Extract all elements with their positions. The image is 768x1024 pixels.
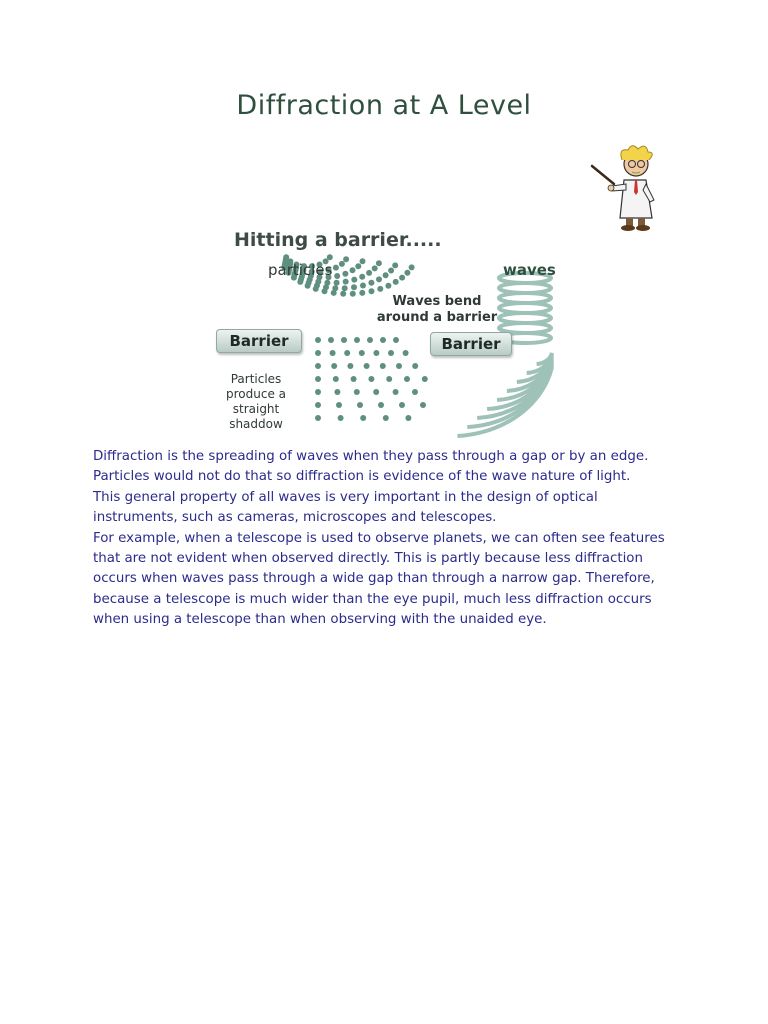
page-title: Diffraction at A Level	[236, 90, 532, 121]
particle-dot	[409, 264, 415, 270]
particle-dot	[393, 389, 399, 395]
particle-dot	[396, 363, 402, 369]
paragraph-optical-instruments: This general property of all waves is very important in the design of optical instruments, such as cameras, microscopes and telescopes.	[93, 489, 598, 526]
particle-dot	[357, 402, 363, 408]
particle-dot	[351, 284, 357, 290]
particle-dot	[360, 258, 366, 264]
barrier-left: Barrier	[216, 329, 302, 353]
particle-dot	[373, 350, 379, 356]
particle-dot	[399, 275, 405, 281]
particle-dot	[313, 286, 319, 292]
particle-dot	[328, 337, 334, 343]
particle-dot	[343, 279, 349, 285]
particle-dot	[383, 415, 389, 421]
particle-dot	[412, 389, 418, 395]
particle-dot	[378, 402, 384, 408]
particle-dot	[405, 415, 411, 421]
particle-dot	[334, 273, 340, 279]
particle-dot	[338, 415, 344, 421]
particle-dot	[347, 363, 353, 369]
particle-dot	[315, 415, 321, 421]
waves-bend-label: Waves bend around a barrier	[376, 294, 498, 325]
particle-dot	[399, 402, 405, 408]
particle-dot	[342, 271, 348, 277]
particle-dot	[368, 376, 374, 382]
particle-dot	[333, 376, 339, 382]
particle-dot	[355, 263, 361, 269]
particle-dot	[359, 290, 365, 296]
particle-dot	[331, 363, 337, 369]
particle-dot	[383, 272, 389, 278]
particle-dot	[351, 277, 357, 283]
particle-dot	[403, 350, 409, 356]
particle-dot	[297, 279, 303, 285]
particle-dot	[354, 389, 360, 395]
particle-dot	[322, 288, 328, 294]
barrier-right: Barrier	[430, 332, 512, 356]
paragraph-telescope-example: For example, when a telescope is used to observe planets, we can often see features that are not evident when observed directly. This is partly because less diffraction occurs when waves pass through a wide gap than through a narrow gap. Therefore, because a telescope is much wider than the eye pupil, much less diffraction occurs when using a telescope than when observing with the unaided eye.	[93, 530, 665, 628]
particle-dot	[350, 267, 356, 273]
particle-dot	[412, 363, 418, 369]
paragraph-definition: Diffraction is the spreading of waves when they pass through a gap or by an edge. Particles would not do that so diffraction is evidence of the wave nature of light.	[93, 449, 649, 485]
particle-dot	[386, 376, 392, 382]
particle-dot	[380, 363, 386, 369]
particle-dot	[340, 291, 346, 297]
particle-dot	[333, 265, 339, 271]
particle-dot	[331, 290, 337, 296]
particle-dot	[388, 350, 394, 356]
particle-dot	[388, 268, 394, 274]
particle-dot	[364, 363, 370, 369]
particle-dot	[373, 389, 379, 395]
particle-dot	[422, 376, 428, 382]
particle-dot	[376, 260, 382, 266]
particle-dot	[344, 350, 350, 356]
particle-dot	[359, 350, 365, 356]
particle-dot	[315, 389, 321, 395]
particles-label: particles	[268, 261, 333, 279]
particle-dot	[343, 256, 349, 262]
particle-dot	[315, 376, 321, 382]
particle-dot	[339, 261, 345, 267]
particle-dot	[393, 279, 399, 285]
particle-dot	[354, 337, 360, 343]
particle-dot	[351, 376, 357, 382]
body-text	[93, 447, 668, 631]
particle-dot	[305, 283, 311, 289]
particle-dot	[315, 363, 321, 369]
particle-dot	[359, 274, 365, 280]
particle-dot	[404, 376, 410, 382]
particle-dot	[404, 270, 410, 276]
particle-dot	[334, 280, 340, 286]
particle-dot	[368, 280, 374, 286]
particle-dot	[380, 337, 386, 343]
particle-dot	[366, 270, 372, 276]
particle-dot	[350, 291, 356, 297]
professor-pointer-illustration	[588, 140, 680, 232]
particle-dot	[315, 402, 321, 408]
particle-dot	[385, 283, 391, 289]
particle-dot	[360, 415, 366, 421]
particle-dot	[377, 286, 383, 292]
particle-dot	[334, 389, 340, 395]
particle-dot	[367, 337, 373, 343]
particle-dot	[420, 402, 426, 408]
particle-dot	[393, 337, 399, 343]
particle-dot	[315, 337, 321, 343]
particle-dot	[372, 265, 378, 271]
waves-label: waves	[503, 261, 556, 279]
particle-dot	[315, 350, 321, 356]
particle-dot	[376, 276, 382, 282]
particle-dot	[342, 285, 348, 291]
particle-dot	[330, 350, 336, 356]
particle-dot	[360, 283, 366, 289]
particle-dot	[341, 337, 347, 343]
particles-shadow-label: Particles produce a straight shaddow	[226, 372, 286, 431]
particle-dot	[392, 262, 398, 268]
particle-dot	[336, 402, 342, 408]
figure-heading: Hitting a barrier.....	[234, 229, 442, 251]
